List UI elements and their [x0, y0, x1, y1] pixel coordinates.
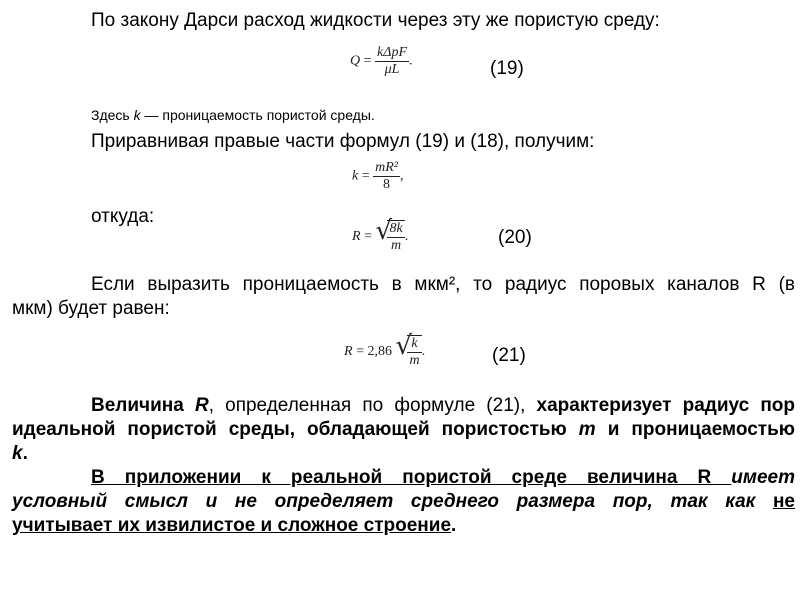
formula-21: R = 2,86 √ $\frac{k}{m}$ .	[344, 331, 426, 368]
equation-number-19: (19)	[490, 58, 524, 79]
paragraph-real-line1: В приложении к реальной пористой среде величина R имеет	[91, 467, 795, 488]
paragraph-equating: Приравнивая правые части формул (19) и (18), получим:	[91, 131, 595, 152]
paragraph-darcy: По закону Дарси расход жидкости через эту же пористую среду:	[91, 10, 660, 31]
paragraph-ideal-line2: идеальной пористой среды, обладающей пористостью m и проницаемостью	[12, 419, 795, 440]
text-otkuda: откуда:	[91, 206, 155, 227]
equation-number-20: (20)	[498, 227, 532, 248]
formula-20: R = √ $\frac{8k}{m}$ .	[352, 216, 409, 253]
formula-19: Q = $\frac{\text{kΔpF}}{\mu L}$ .	[350, 45, 413, 77]
formula-k: k = $\frac{\text{mR²}}{8}$ ,	[352, 160, 404, 192]
paragraph-ideal-line1: Величина R, определенная по формуле (21), характеризует радиус пор	[91, 395, 796, 416]
paragraph-real-line3: учитывает их извилистое и сложное строение.	[12, 515, 457, 536]
paragraph-radius-line1: Если выразить проницаемость в мкм², то радиус поровых каналов R (в	[91, 274, 795, 295]
paragraph-ideal-line3: k.	[12, 443, 28, 464]
paragraph-real-line2: условный смысл и не определяет среднего размера пор, так как не	[12, 491, 795, 512]
note-permeability: Здесь k — проницаемость пористой среды.	[91, 107, 375, 123]
equation-number-21: (21)	[492, 345, 526, 366]
paragraph-radius-line2: мкм) будет равен:	[12, 298, 170, 319]
